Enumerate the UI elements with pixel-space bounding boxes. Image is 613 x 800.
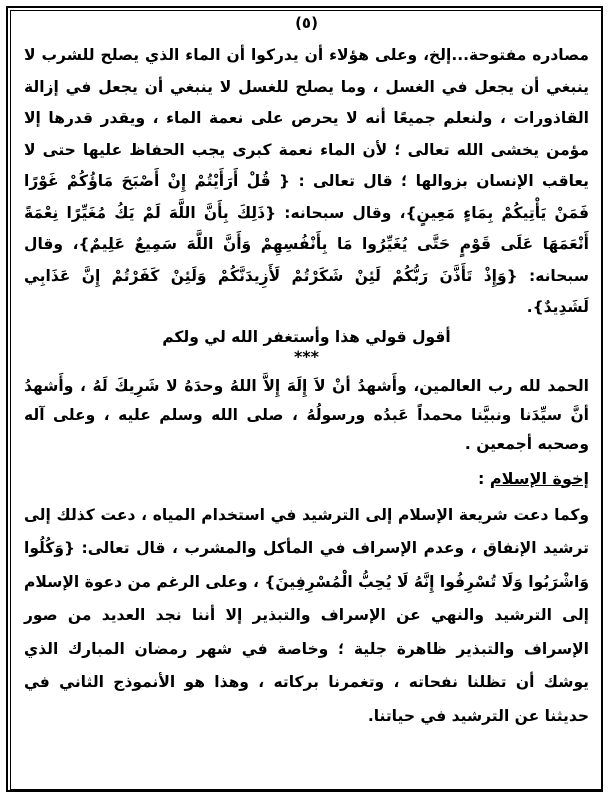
document-body <box>24 40 589 733</box>
page-number: (٥) <box>295 14 318 32</box>
closing-statement: أقول قولي هذا وأستغفر الله لي ولكم <box>162 327 451 346</box>
paragraph-praise: الحمد لله رب العالمين، وأَشهدُ أنْ لاَ إِلَهَ إِلاَّ اللهُ وحدَهُ لا شَرِيكَ لَهُ ، وأَشهدُ أنَّ سيِّدَنا ونبيَّنا محمداً عَبدُه ورسولُهُ ، صلى الله وسلم عليه ، وعلى آله وصحبه أجمعين . <box>24 376 589 453</box>
section-heading-line <box>24 465 589 493</box>
paragraph-water-blessing: مصادره مفتوحة...إلخ، وعلى هؤلاء أن يدركوا أن الماء الذي يصلح للشرب لا ينبغي أن يجعل في الغسل ، وما يصلح للغسل لا ينبغي أن يجعل في إزالة القاذورات ، ولنعلم جميعًا أنه لا يحرص على نعمة الماء ، ويقدر قدرها إلا مؤمن يخشى الله تعالى ؛ لأن الماء نعمة كبرى يجب الحفاظ عليها حتى لا يعاقب الإنسان بزوالها ؛ قال تعالى : { قُلْ أَرَأَيْتُمْ إِنْ أَصْبَحَ مَاؤُكُمْ غَوْرًا فَمَنْ يَأْتِيكُمْ بِمَاءٍ مَعِينٍ}، وقال سبحانه: {ذَلِكَ بِأَنَّ اللَّهَ لَمْ يَكُ مُغَيِّرًا نِعْمَةً أَنْعَمَهَا عَلَى قَوْمٍ حَتَّى يُغَيِّرُوا مَا بِأَنْفُسِهِمْ وَأَنَّ اللَّهَ سَمِيعٌ عَلِيمٌ}، وقال سبحانه: {وَإِذْ تَأَذَّنَ رَبُّكُمْ لَئِنْ شَكَرْتُمْ لَأَزِيدَنَّكُمْ وَلَئِنْ كَفَرْتُمْ إِنَّ عَذَابِي لَشَدِيدٌ}. <box>24 46 589 316</box>
heading-colon: : <box>477 468 485 488</box>
paragraph-rationalization <box>24 499 589 734</box>
section-separator: *** <box>293 346 320 366</box>
section-heading: إخوة الإسلام <box>489 468 589 488</box>
paragraph-text-part2: في حديثنا عن الترشيد في حياتنا. <box>24 673 589 725</box>
highlighted-phrase: هو الأنموذج الثاني <box>59 673 205 691</box>
paragraph-text-part1: وكما دعت شريعة الإسلام إلى الترشيد في استخدام المياه ، دعت كذلك إلى ترشيد الإنفاق ، وعدم الإسراف في المأكل والمشرب ، قال تعالى: {وَكُلُوا وَاشْرَبُوا وَلَا تُسْرِفُوا إِنَّهُ لَا يُحِبُّ الْمُسْرِفِينَ} ، وعلى الرغم من دعوة الإسلام إلى الترشيد والنهي عن الإسراف والتبذير إلا أننا نجد العديد من صور الإسراف والتبذير ظاهرة جلية ؛ وخاصة في شهر رمضان المبارك الذي يوشك أن تظلنا نفحاته ، وتغمرنا بركاته ، وهذا <box>24 505 589 691</box>
